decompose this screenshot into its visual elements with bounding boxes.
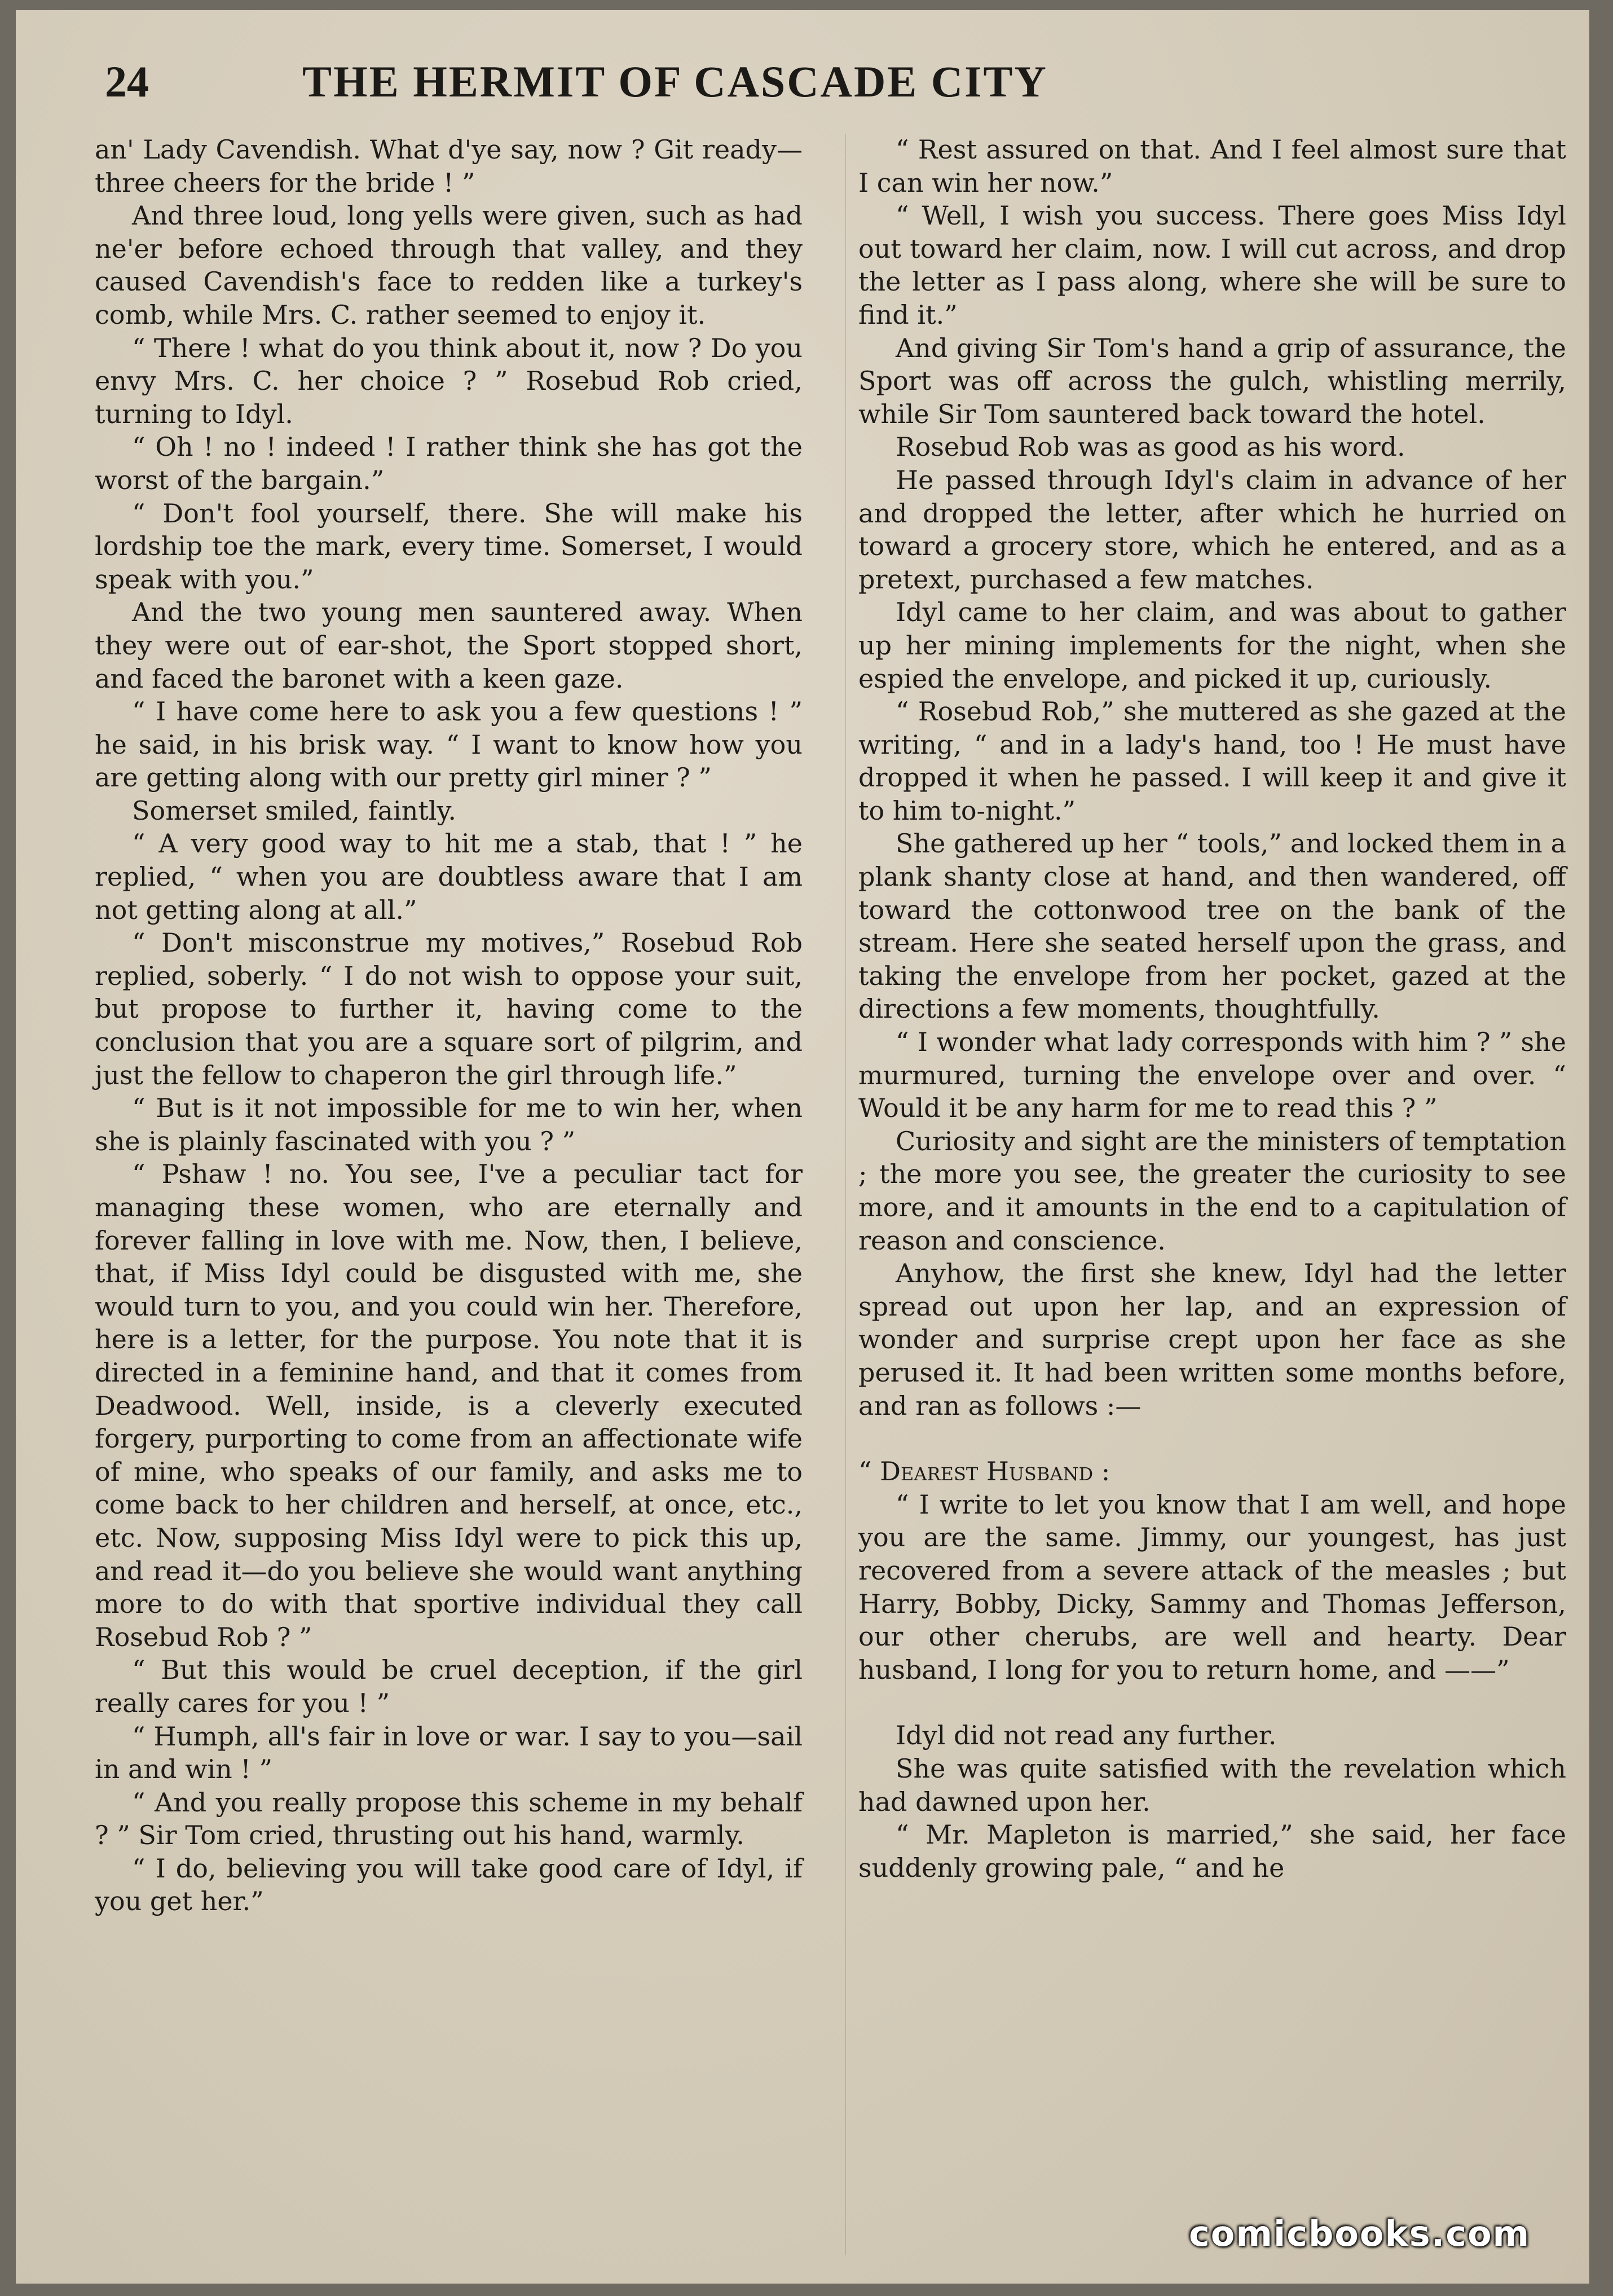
paragraph: She gathered up her “ tools,” and locked them in a plank shanty close at hand, and then wandered, off toward the cottonwood tree on the bank of the stream. Here she seated herself upon the grass, and taking the envelope from her pocket, gazed at the directions a few moments, thoughtfully.	[858, 828, 1566, 1024]
paragraph: “ And you really propose this scheme in my behalf ? ” Sir Tom cried, thrusting out his hand, warmly.	[95, 1787, 803, 1851]
paragraph: “ But is it not impossible for me to win her, when she is plainly fascinated with you ? ”	[95, 1093, 803, 1156]
paragraph: “ I have come here to ask you a few questions ! ” he said, in his brisk way. “ I want to know how you are getting along with our pretty girl miner ? ”	[95, 696, 803, 793]
paragraph: “ Pshaw ! no. You see, I've a peculiar tact for managing these women, who are eternally and forever falling in love with me. Now, then, I believe, that, if Miss Idyl could be disgusted with me, she would turn to you, and you could win her. Therefore, here is a letter, for the purpose. You note that it is directed in a feminine hand, and that it comes from Deadwood. Well, inside, is a cleverly executed forgery, purporting to come from an affectionate wife of mine, who speaks of our family, and asks me to come back to her children and herself, at once, etc., etc. Now, supposing Miss Idyl were to pick this up, and read it—do you believe she would want anything more to do with that sportive individual they call Rosebud Rob ? ”	[95, 1159, 803, 1652]
paragraph: Somerset smiled, faintly.	[132, 795, 457, 826]
page-header	[88, 51, 1543, 113]
paragraph: Anyhow, the first she knew, Idyl had the letter spread out upon her lap, and an expression of wonder and surprise crept upon her face as she perused it. It had been written some months before, and ran as follows :—	[858, 1258, 1566, 1421]
paragraph: He passed through Idyl's claim in advance of her and dropped the letter, after which he hurried on toward a grocery store, which he entered, and as a pretext, purchased a few matches.	[858, 464, 1566, 595]
paragraph: And the two young men sauntered away. When they were out of ear-shot, the Sport stopped short, and faced the baronet with a keen gaze.	[95, 597, 803, 694]
page-number: 24	[105, 57, 149, 106]
paragraph: “ A very good way to hit me a stab, that ! ” he replied, “ when you are doubtless aware that I am not getting along at all.”	[95, 828, 803, 925]
paragraph: “ I do, believing you will take good care of Idyl, if you get her.”	[95, 1853, 803, 1917]
paragraph: “ Humph, all's fair in love or war. I say to you—sail in and win ! ”	[95, 1721, 803, 1785]
magazine-page	[16, 10, 1589, 2284]
paragraph: And giving Sir Tom's hand a grip of assurance, the Sport was off across the gulch, whistling merrily, while Sir Tom sauntered back toward the hotel.	[858, 332, 1566, 429]
right-column	[858, 133, 1566, 1884]
paragraph: “ Oh ! no ! indeed ! I rather think she has got the worst of the bargain.”	[95, 432, 803, 495]
paragraph: And three loud, long yells were given, such as had ne'er before echoed through that valley, and they caused Cavendish's face to redden like a turkey's comb, while Mrs. C. rather seemed to enjoy it.	[95, 200, 803, 330]
left-column	[95, 133, 803, 1918]
letter-body: “ I write to let you know that I am well, and hope you are the same. Jimmy, our youngest, has just recovered from a severe attack of the measles ; but Harry, Bobby, Dicky, Sammy and Thomas Jefferson, our other cherubs, are well and hearty. Dear husband, I long for you to return home, and ——”	[858, 1489, 1566, 1685]
paragraph: “ Well, I wish you success. There goes Miss Idyl out toward her claim, now. I will cut across, and drop the letter as I pass along, where she will be sure to find it.”	[858, 200, 1566, 330]
paragraph: “ Mr. Mapleton is married,” she said, her face suddenly growing pale, “ and he	[858, 1819, 1566, 1883]
paragraph: “ Don't misconstrue my motives,” Rosebud Rob replied, soberly. “ I do not wish to oppose your suit, but propose to further it, having come to the conclusion that you are a square sort of pilgrim, and just the fellow to chaperon the girl through life.”	[95, 927, 803, 1090]
letter-salutation: “ Dearest Husband :	[858, 1456, 1110, 1487]
paragraph: “ Rosebud Rob,” she muttered as she gazed at the writing, “ and in a lady's hand, too ! He must have dropped it when he passed. I will keep it and give it to him to-night.”	[858, 696, 1566, 826]
paragraph: an' Lady Cavendish. What d'ye say, now ? Git ready—three cheers for the bride ! ”	[95, 134, 803, 198]
running-title: THE HERMIT OF CASCADE CITY	[302, 57, 1048, 106]
paragraph: She was quite satisfied with the revelation which had dawned upon her.	[858, 1753, 1566, 1817]
paragraph: Rosebud Rob was as good as his word.	[896, 432, 1405, 463]
paragraph: “ There ! what do you think about it, now ? Do you envy Mrs. C. her choice ? ” Rosebud Rob cried, turning to Idyl.	[95, 332, 803, 429]
column-gutter	[845, 134, 846, 2255]
site-watermark: comicbooks.com	[1189, 2213, 1531, 2254]
paragraph: “ Rest assured on that. And I feel almost sure that I can win her now.”	[858, 134, 1566, 198]
paragraph: “ Don't fool yourself, there. She will make his lordship toe the mark, every time. Somerset, I would speak with you.”	[95, 498, 803, 595]
paragraph: Idyl came to her claim, and was about to gather up her mining implements for the night, when she espied the envelope, and picked it up, curiously.	[858, 597, 1566, 694]
paragraph: Curiosity and sight are the ministers of temptation ; the more you see, the greater the curiosity to see more, and it amounts in the end to a capitulation of reason and conscience.	[858, 1125, 1566, 1256]
paragraph: “ But this would be cruel deception, if the girl really cares for you ! ”	[95, 1655, 803, 1718]
paragraph: Idyl did not read any further.	[896, 1720, 1277, 1751]
paragraph: “ I wonder what lady corresponds with him ? ” she murmured, turning the envelope over and over. “ Would it be any harm for me to read this ? ”	[858, 1027, 1566, 1124]
